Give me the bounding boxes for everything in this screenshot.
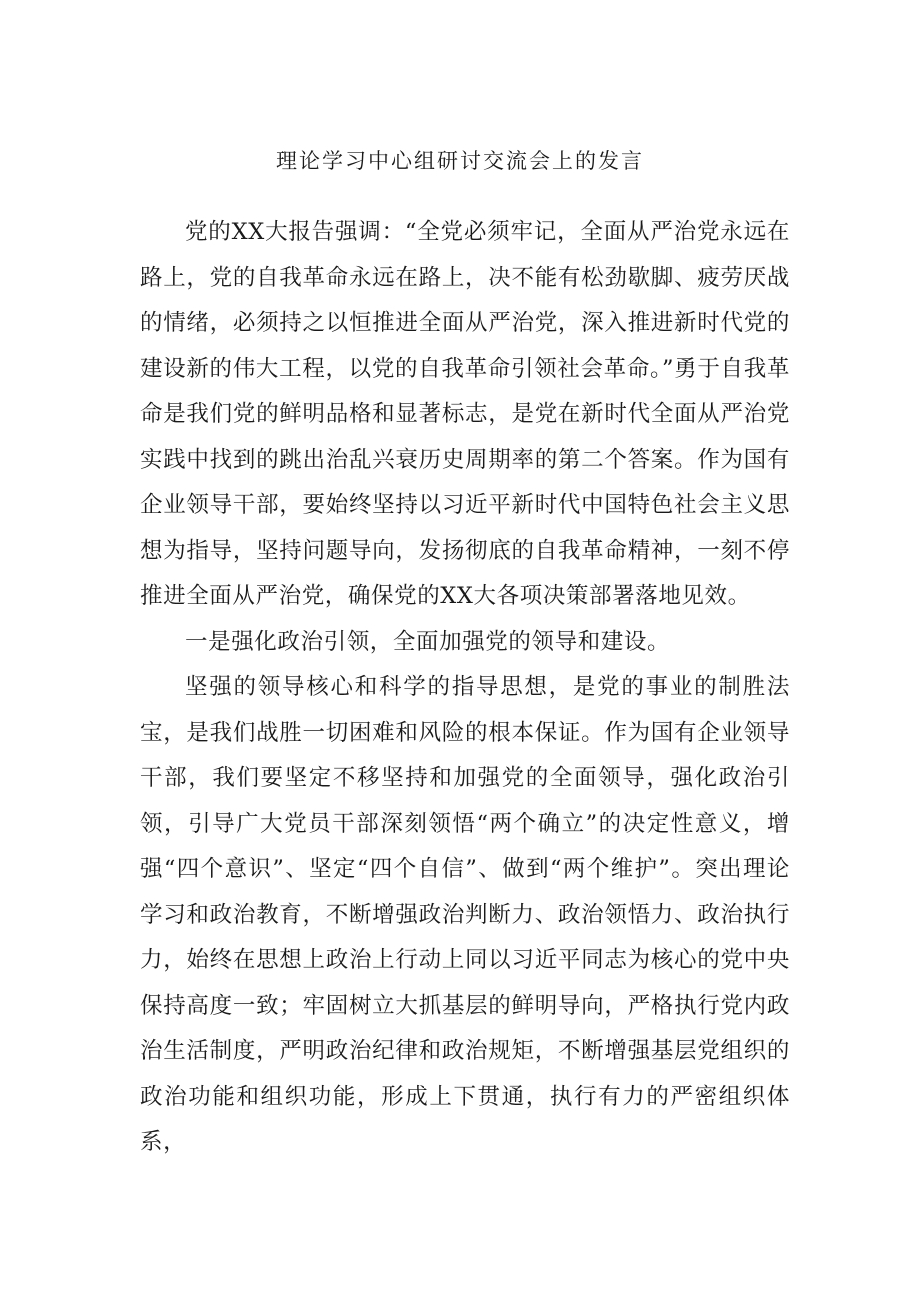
paragraph-intro: 党的XX大报告强调：“全党必须牢记，全面从严治党永远在路上，党的自我革命永远在路上，决不能有松劲歇脚、疲劳厌战的情绪，必须持之以恒推进全面从严治党，深入推进新时代党的建设新的伟大工程，以党的自我革命引领社会革命。”勇于自我革命是我们党的鲜明品格和显著标志，是党在新时代全面从严治党实践中找到的跳出治乱兴衰历史周期率的第二个答案。作为国有企业领导干部，要始终坚持以习近平新时代中国特色社会主义思想为指导，坚持问题导向，发扬彻底的自我革命精神，一刻不停推进全面从严治党，确保党的XX大各项决策部署落地见效。 <box>140 219 790 609</box>
document-body <box>140 210 790 1166</box>
paragraph-section-1-body: 坚强的领导核心和科学的指导思想，是党的事业的制胜法宝，是我们战胜一切困难和风险的根本保证。作为国有企业领导干部，我们要坚定不移坚持和加强党的全面领导，强化政治引领，引导广大党员干部深刻领悟“两个确立”的决定性意义，增强“四个意识”、坚定“四个自信”、做到“两个维护”。突出理论学习和政治教育，不断增强政治判断力、政治领悟力、政治执行力，始终在思想上政治上行动上同以习近平同志为核心的党中央保持高度一致；牢固树立大抓基层的鲜明导向，严格执行党内政治生活制度，严明政治纪律和政治规矩，不断增强基层党组织的政治功能和组织功能，形成上下贯通，执行有力的严密组织体系， <box>140 674 790 1155</box>
document-title: 理论学习中心组研讨交流会上的发言 <box>276 149 644 173</box>
paragraph-section-heading-1: 一是强化政治引领，全面加强党的领导和建设。 <box>185 628 671 655</box>
